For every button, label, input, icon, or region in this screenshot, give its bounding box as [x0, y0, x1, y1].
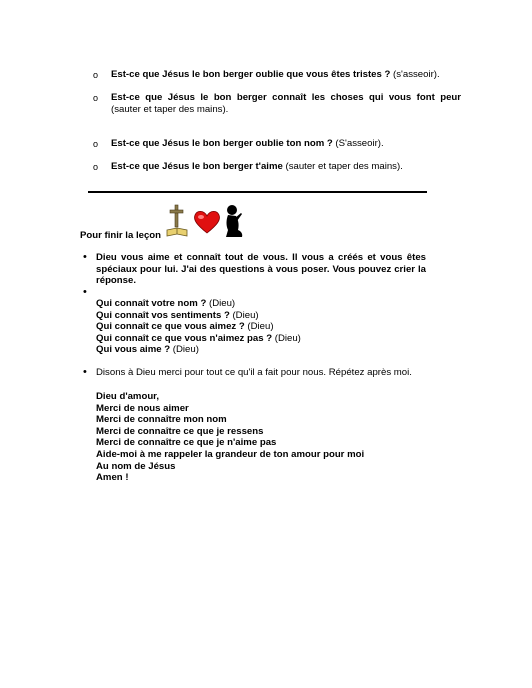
section-title: Pour finir la leçon	[80, 230, 162, 241]
section-divider	[88, 191, 427, 193]
question-text: Est-ce que Jésus le bon berger oublie que vous êtes tristes ?	[111, 69, 391, 80]
list-item: Qui connaît vos sentiments ? (Dieu)	[96, 309, 259, 321]
question-item	[111, 138, 461, 150]
list-bullet: o	[93, 70, 99, 80]
list-bullet: •	[83, 366, 87, 378]
list-item: Qui vous aime ? (Dieu)	[96, 344, 199, 356]
intro-paragraph: Dieu vous aime et connaît tout de vous. Il vous a créés et vous êtes spéciaux pour lui. J'ai des questions à vous poser. Vous pouvez crier la réponse.	[96, 252, 426, 287]
question-item	[111, 92, 461, 115]
closing-instruction: Disons à Dieu merci pour tout ce qu'il a fait pour nous. Répétez après moi.	[96, 367, 412, 378]
question-text: Est-ce que Jésus le bon berger oublie ton nom ?	[111, 138, 333, 149]
question-list	[96, 298, 426, 356]
prayer-line: Merci de connaître mon nom	[96, 414, 227, 426]
list-bullet: •	[83, 251, 87, 263]
list-item: Qui connaît ce que vous aimez ? (Dieu)	[96, 321, 274, 333]
list-item: Qui connaît votre nom ? (Dieu)	[96, 298, 236, 309]
question-item	[111, 161, 461, 173]
prayer-block	[96, 391, 426, 484]
instruction-text: (S'asseoir).	[332, 138, 384, 149]
list-item: Qui connaît ce que vous n'aimez pas ? (Dieu)	[96, 332, 301, 344]
prayer-line: Dieu d'amour,	[96, 391, 160, 402]
instruction-text: (sauter et taper des mains).	[111, 103, 229, 115]
prayer-line: Aide-moi à me rappeler la grandeur de ton amour pour moi	[96, 448, 365, 460]
cross-bible-icon	[165, 204, 189, 238]
instruction-text: (sauter et taper des mains).	[282, 161, 403, 172]
question-text: Est-ce que Jésus le bon berger t'aime	[111, 161, 283, 172]
instruction-text: (s'asseoir).	[390, 69, 440, 80]
question-item	[111, 69, 461, 81]
list-bullet: o	[93, 93, 99, 103]
prayer-line: Merci de nous aimer	[96, 402, 189, 414]
question-text: Est-ce que Jésus le bon berger connaît les choses qui vous font peur	[111, 92, 461, 103]
list-bullet: •	[83, 286, 87, 298]
prayer-line: Au nom de Jésus	[96, 460, 176, 472]
prayer-line: Merci de connaître ce que je ressens	[96, 425, 264, 437]
prayer-line: Merci de connaître ce que je n'aime pas	[96, 437, 277, 449]
list-bullet: o	[93, 162, 99, 172]
prayer-line: Amen !	[96, 472, 129, 484]
list-bullet: o	[93, 139, 99, 149]
heart-icon	[193, 210, 221, 234]
praying-child-icon	[223, 204, 245, 238]
